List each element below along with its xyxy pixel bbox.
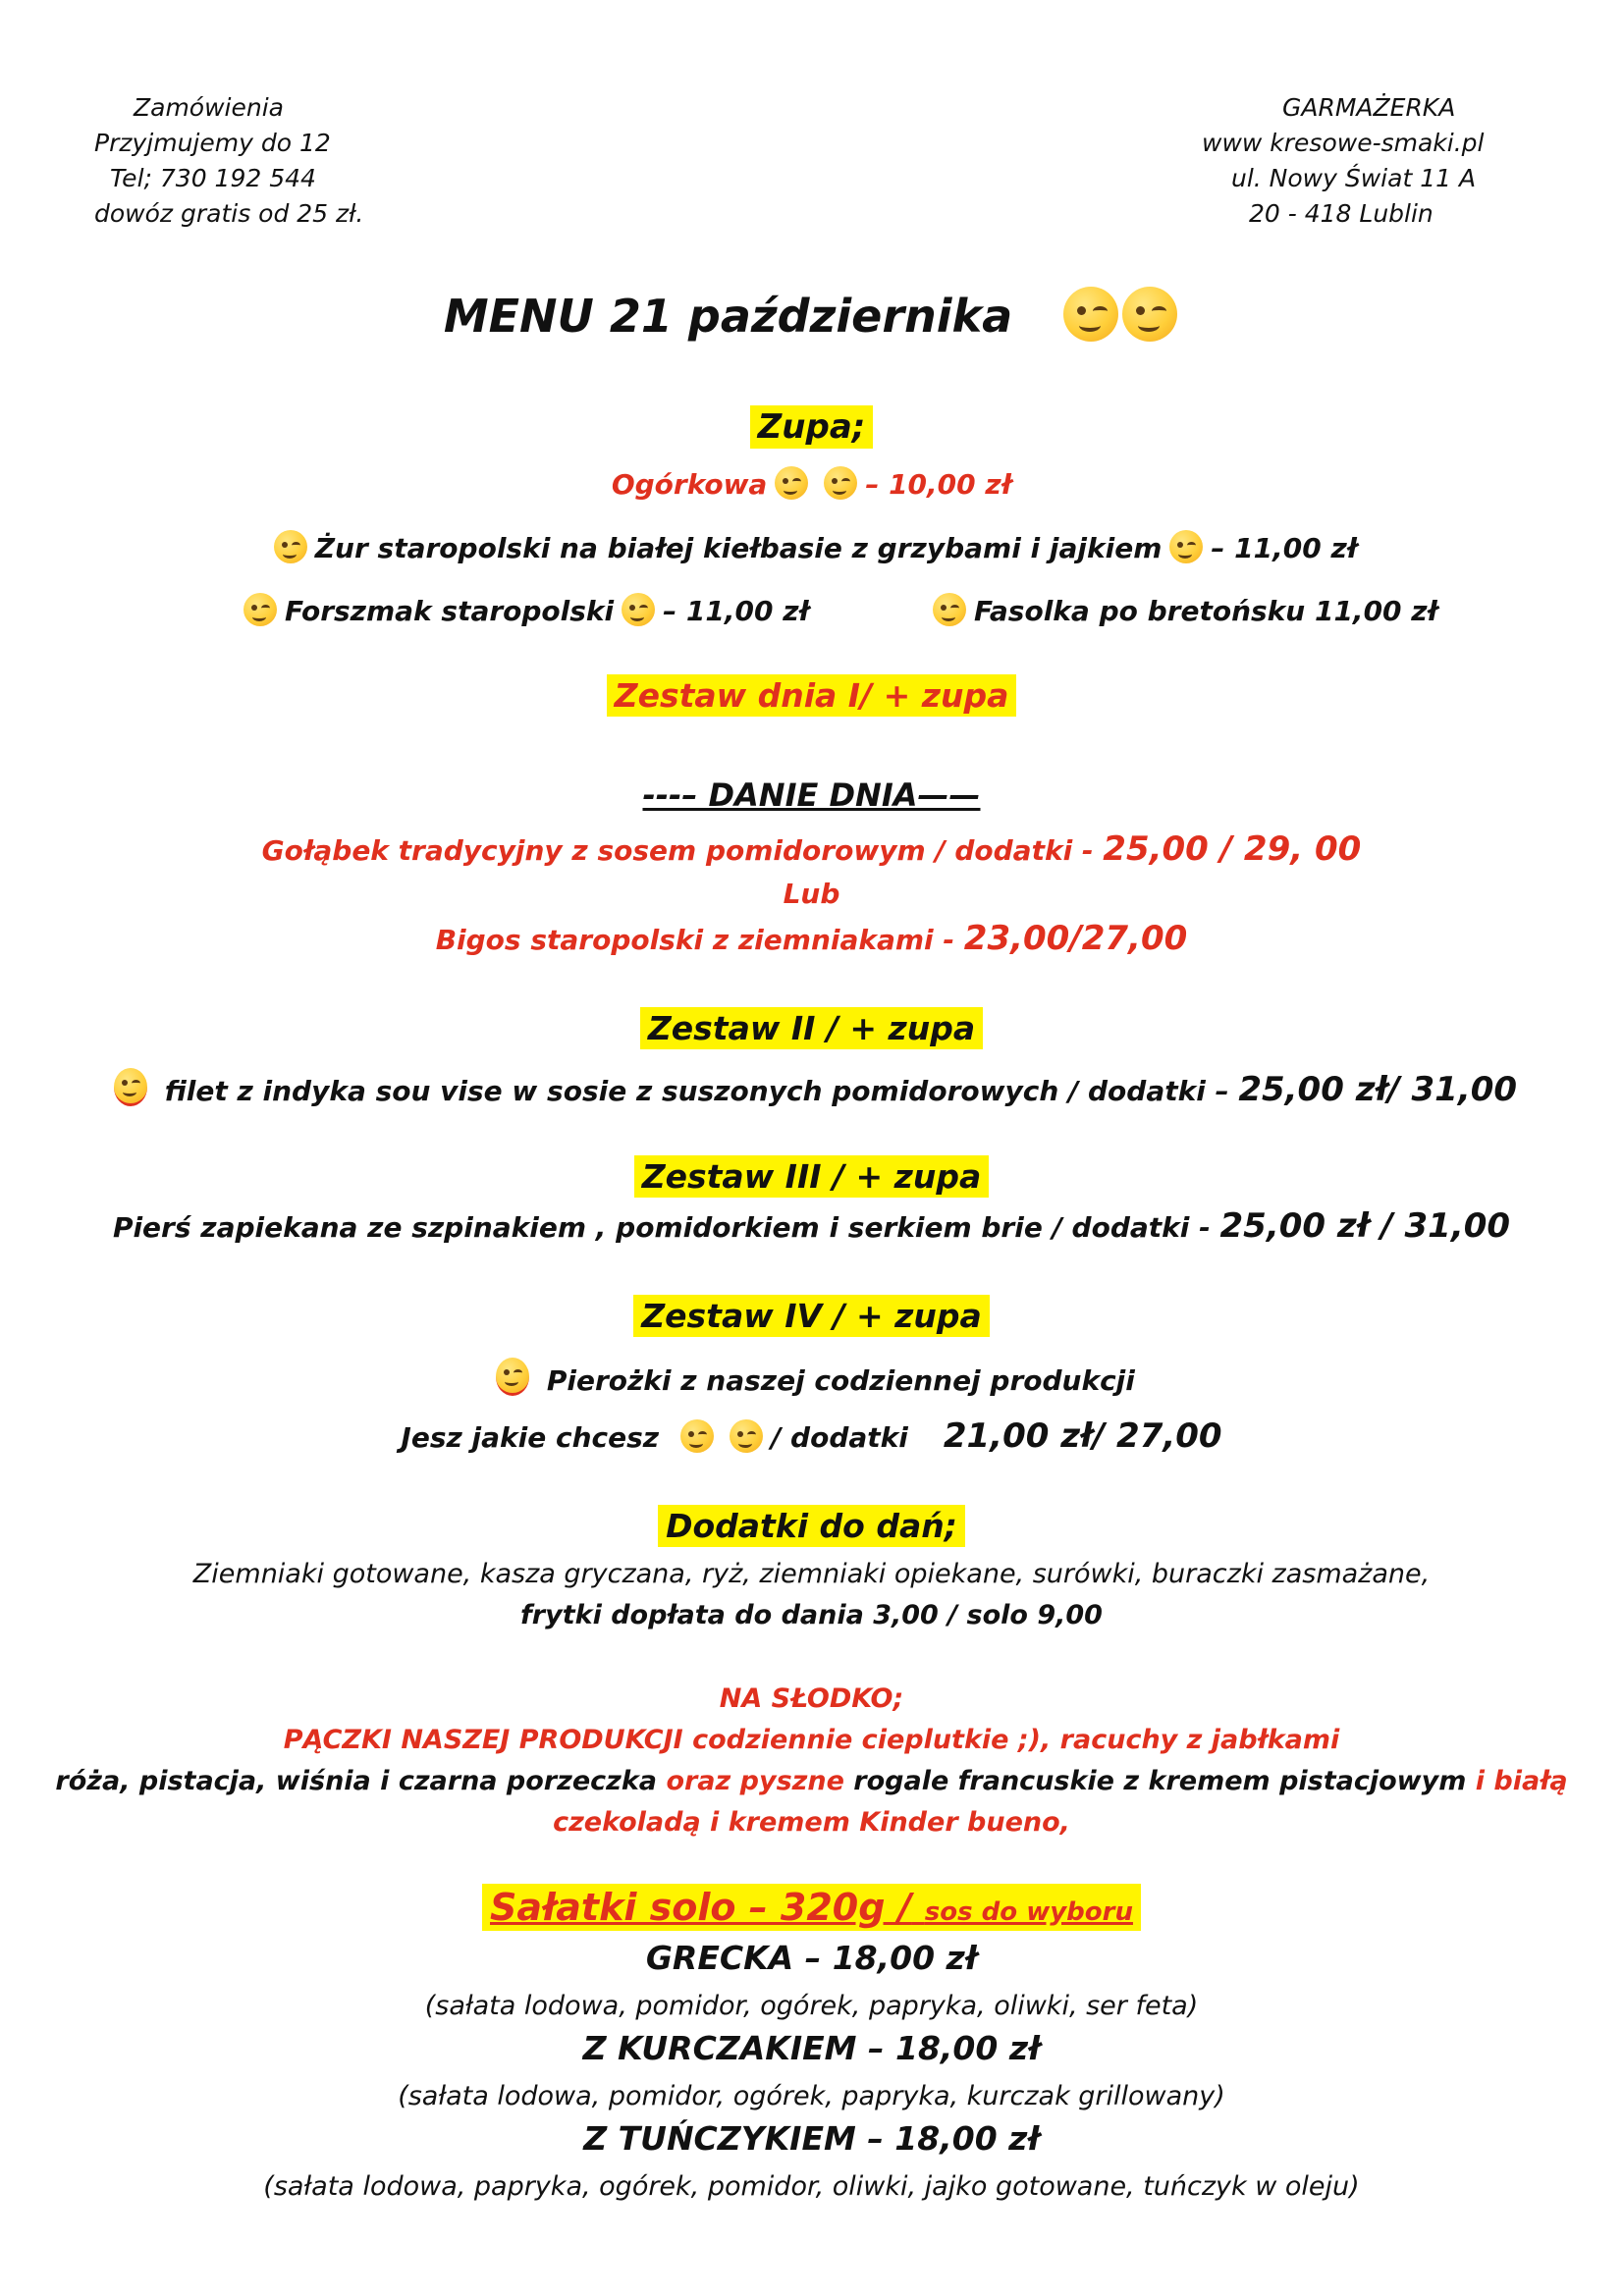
sides-line2: frytki dopłata do dania 3,00 / solo 9,00 bbox=[520, 1600, 1103, 1630]
set2-price: 25,00 zł/ 31,00 bbox=[1238, 1070, 1518, 1109]
set4-pierogi: Pierożki z naszej codziennej produkcji bbox=[546, 1364, 1135, 1397]
set3-price: 25,00 zł / 31,00 bbox=[1219, 1206, 1511, 1246]
wink-emoji-icon bbox=[1063, 287, 1118, 342]
salad-chicken-desc: (sałata lodowa, pomidor, ogórek, papryka, kurczak grillowany) bbox=[398, 2081, 1225, 2111]
set3-heading: Zestaw III / + zupa bbox=[634, 1155, 990, 1198]
soup-ogorkowa bbox=[0, 465, 1623, 505]
set1-heading-row bbox=[0, 673, 1623, 719]
order-delivery: dowóz gratis od 25 zł. bbox=[94, 199, 364, 228]
header-order-info bbox=[94, 90, 363, 232]
salads-heading-row bbox=[0, 1882, 1623, 1938]
soup-zur bbox=[0, 529, 1623, 568]
shop-website: www kresowe-smaki.pl bbox=[1202, 129, 1485, 157]
order-deadline: Przyjmujemy do 12 bbox=[94, 129, 331, 157]
sweets-and-tasty: oraz pyszne bbox=[666, 1766, 844, 1796]
wink-emoji-icon bbox=[775, 466, 808, 500]
set4-heading: Zestaw IV / + zupa bbox=[633, 1295, 990, 1337]
set4-heading-row bbox=[0, 1294, 1623, 1339]
sweets-flavours: róża, pistacja, wiśnia i czarna porzeczka bbox=[55, 1766, 658, 1796]
sides-heading: Dodatki do dań; bbox=[658, 1505, 965, 1547]
salads-heading bbox=[482, 1884, 1141, 1931]
sides-heading-row bbox=[0, 1504, 1623, 1549]
soup-zur-name: Żur staropolski na białej kiełbasie z grzybami i jajkiem bbox=[314, 532, 1163, 564]
salads-sauce: sos do wyboru bbox=[924, 1897, 1133, 1927]
wink-emoji-icon bbox=[1169, 530, 1203, 563]
sweets-croissants: rogale francuskie z kremem pistacjowym bbox=[853, 1766, 1467, 1796]
sweets-white: i białą bbox=[1475, 1766, 1568, 1796]
wink-emoji-icon bbox=[243, 593, 277, 626]
shop-name: GARMAŻERKA bbox=[1282, 93, 1456, 122]
wink-emoji-icon bbox=[622, 593, 655, 626]
wink-emoji-icon bbox=[496, 1358, 529, 1396]
set2-heading: Zestaw II / + zupa bbox=[640, 1007, 983, 1049]
set1-or: Lub bbox=[783, 878, 840, 910]
order-label: Zamówienia bbox=[134, 93, 284, 122]
set1-golabek-text: Gołąbek tradycyjny z sosem pomidorowym / dodatki - bbox=[261, 834, 1094, 867]
salads-heading-text: Sałatki solo – 320g / bbox=[490, 1886, 912, 1929]
sweets-heading: NA SŁODKO; bbox=[719, 1683, 904, 1714]
shop-city: 20 - 418 Lublin bbox=[1249, 199, 1434, 228]
header-shop-info bbox=[1186, 90, 1484, 232]
salad-greek-desc: (sałata lodowa, pomidor, ogórek, papryka, oliwki, ser feta) bbox=[424, 1991, 1199, 2021]
set2-text: filet z indyka sou vise w sosie z suszonych pomidorowych / dodatki – bbox=[164, 1075, 1229, 1107]
sweets-line2 bbox=[0, 1762, 1623, 1801]
set4-line1 bbox=[0, 1358, 1623, 1402]
set1-bigos bbox=[0, 918, 1623, 961]
soup-fasolka bbox=[925, 592, 1437, 631]
set1-golabek bbox=[0, 828, 1623, 872]
soup-forszmak-price: – 11,00 zł bbox=[663, 595, 810, 627]
set1-bigos-text: Bigos staropolski z ziemniakami - bbox=[435, 924, 955, 956]
set3-text: Pierś zapiekana ze szpinakiem , pomidorkiem i serkiem brie / dodatki - bbox=[112, 1211, 1211, 1244]
soup-ogorkowa-name: Ogórkowa bbox=[611, 468, 768, 501]
set3-heading-row bbox=[0, 1154, 1623, 1200]
soup-fasolka-name: Fasolka po bretońsku 11,00 zł bbox=[974, 595, 1438, 627]
soup-heading: Zupa; bbox=[750, 405, 874, 449]
wink-emoji-icon bbox=[933, 593, 966, 626]
sweets-line1: PĄCZKI NASZEJ PRODUKCJI codziennie cieplutkie ;), racuchy z jabłkami bbox=[283, 1725, 1340, 1755]
salad-tuna-name: Z TUŃCZYKIEM – 18,00 zł bbox=[583, 2119, 1040, 2158]
soup-forszmak-name: Forszmak staropolski bbox=[285, 595, 615, 627]
salad-tuna-desc: (sałata lodowa, papryka, ogórek, pomidor, oliwki, jajko gotowane, tuńczyk w oleju) bbox=[263, 2171, 1360, 2202]
set4-choose: Jesz jakie chcesz bbox=[401, 1421, 660, 1454]
menu-title-text: MENU 21 października bbox=[443, 290, 1013, 343]
salad-greek-name: GRECKA – 18,00 zł bbox=[645, 1939, 978, 1977]
soup-heading-row bbox=[0, 404, 1623, 450]
order-phone: Tel; 730 192 544 bbox=[110, 164, 316, 192]
set4-line2 bbox=[0, 1415, 1623, 1460]
shop-street: ul. Nowy Świat 11 A bbox=[1231, 164, 1477, 192]
soup-zur-price: – 11,00 zł bbox=[1211, 532, 1358, 564]
wink-emoji-icon bbox=[1122, 287, 1177, 342]
wink-emoji-icon bbox=[274, 530, 307, 563]
set4-sides: / dodatki bbox=[771, 1421, 908, 1454]
set2-dish bbox=[0, 1068, 1623, 1113]
wink-emoji-icon bbox=[680, 1419, 714, 1453]
set1-golabek-price: 25,00 / 29, 00 bbox=[1103, 829, 1362, 869]
set2-heading-row bbox=[0, 1006, 1623, 1051]
set3-dish bbox=[0, 1204, 1623, 1250]
menu-title bbox=[0, 285, 1623, 347]
soup-forszmak bbox=[236, 592, 809, 631]
wink-emoji-icon bbox=[824, 466, 857, 500]
dish-of-day-heading: ---– DANIE DNIA—— bbox=[642, 776, 981, 814]
sides-line1: Ziemniaki gotowane, kasza gryczana, ryż, ziemniaki opiekane, surówki, buraczki zasmażane, bbox=[192, 1559, 1431, 1589]
set1-heading: Zestaw dnia I/ + zupa bbox=[607, 674, 1017, 717]
wink-emoji-icon bbox=[114, 1068, 147, 1106]
sweets-line3: czekoladą i kremem Kinder bueno, bbox=[553, 1807, 1070, 1838]
set1-bigos-price: 23,00/27,00 bbox=[963, 919, 1188, 958]
soup-ogorkowa-price: – 10,00 zł bbox=[865, 468, 1012, 501]
salad-chicken-name: Z KURCZAKIEM – 18,00 zł bbox=[582, 2029, 1041, 2067]
set4-price: 21,00 zł/ 27,00 bbox=[943, 1416, 1222, 1456]
wink-emoji-icon bbox=[730, 1419, 763, 1453]
